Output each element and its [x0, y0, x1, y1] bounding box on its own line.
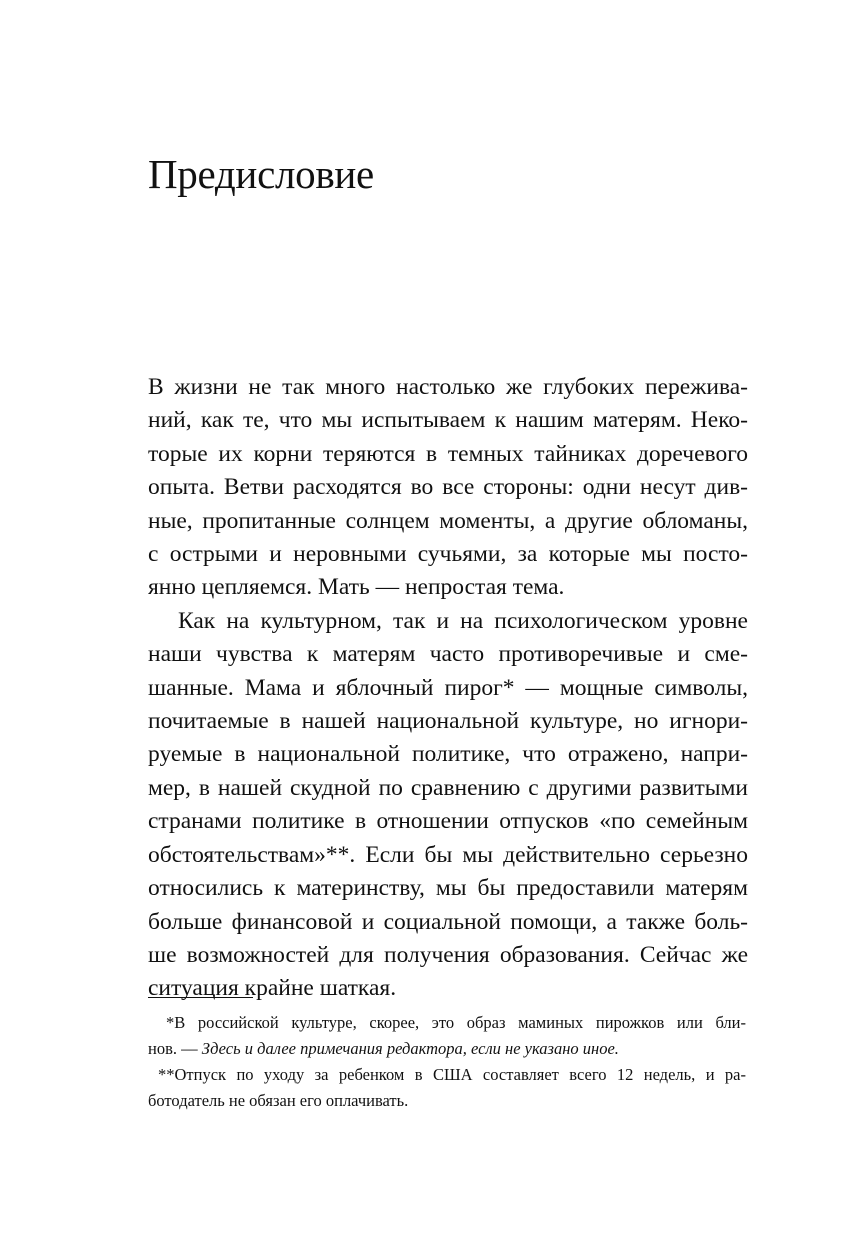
paragraph-2 — [148, 605, 748, 1006]
editor-note: Здесь и далее примечания редактора, если не указано иное. — [201, 1039, 619, 1058]
footnote-2 — [148, 1062, 746, 1114]
footnote-line — [148, 1036, 746, 1062]
text-line: Как на культурном, так и на психологическом уровне — [178, 607, 748, 634]
text-line: больше финансовой и социальной помощи, а также боль- — [148, 908, 748, 935]
footnote-1 — [148, 1010, 746, 1062]
text-line: обстоятельствам»**. Если бы мы действительно серьезно — [148, 841, 748, 868]
text-line: относились к материнству, мы бы предоставили матерям — [148, 875, 748, 902]
footnote-separator — [148, 997, 253, 998]
text-line: с острыми и неровными сучьями, за которые мы посто- — [148, 541, 748, 568]
text-line: ше возможностей для получения образования. Сейчас же — [148, 941, 748, 968]
text-line: янно цепляемся. Мать — непростая тема. — [148, 574, 565, 601]
text-line: ситуация крайне шаткая. — [148, 975, 397, 1002]
text-line: ний, как те, что мы испытываем к нашим матерям. Неко- — [148, 407, 748, 434]
text-line: торые их корни теряются в темных тайниках доречевого — [148, 440, 748, 467]
footnote-line: *В российской культуре, скорее, это образ маминых пирожков или бли- — [166, 1013, 746, 1032]
text-line: опыта. Ветви расходятся во все стороны: одни несут див- — [148, 474, 748, 501]
footnotes — [148, 1010, 746, 1114]
text-line: шанные. Мама и яблочный пирог* — мощные символы, — [148, 674, 748, 701]
text-line: ные, пропитанные солнцем моменты, а другие обломаны, — [148, 507, 748, 534]
text-line: В жизни не так много настолько же глубоких пережива- — [148, 374, 748, 400]
text-line: странами политике в отношении отпусков «по семейным — [148, 808, 748, 835]
footnote-text: нов. — — [148, 1039, 202, 1058]
text-line: наши чувства к матерям часто противоречивые и сме- — [148, 641, 748, 668]
text-line: мер, в нашей скудной по сравнению с другими развитыми — [148, 774, 748, 801]
body-text — [148, 371, 748, 1006]
chapter-title: Предисловие — [148, 151, 374, 197]
paragraph-1 — [148, 371, 748, 605]
text-line: руемые в национальной политике, что отражено, напри- — [148, 741, 748, 768]
footnote-line: **Отпуск по уходу за ребенком в США составляет всего 12 недель, и ра- — [158, 1065, 746, 1084]
footnote-line: ботодатель не обязан его оплачивать. — [148, 1091, 409, 1110]
text-line: почитаемые в нашей национальной культуре, но игнори- — [148, 708, 748, 735]
